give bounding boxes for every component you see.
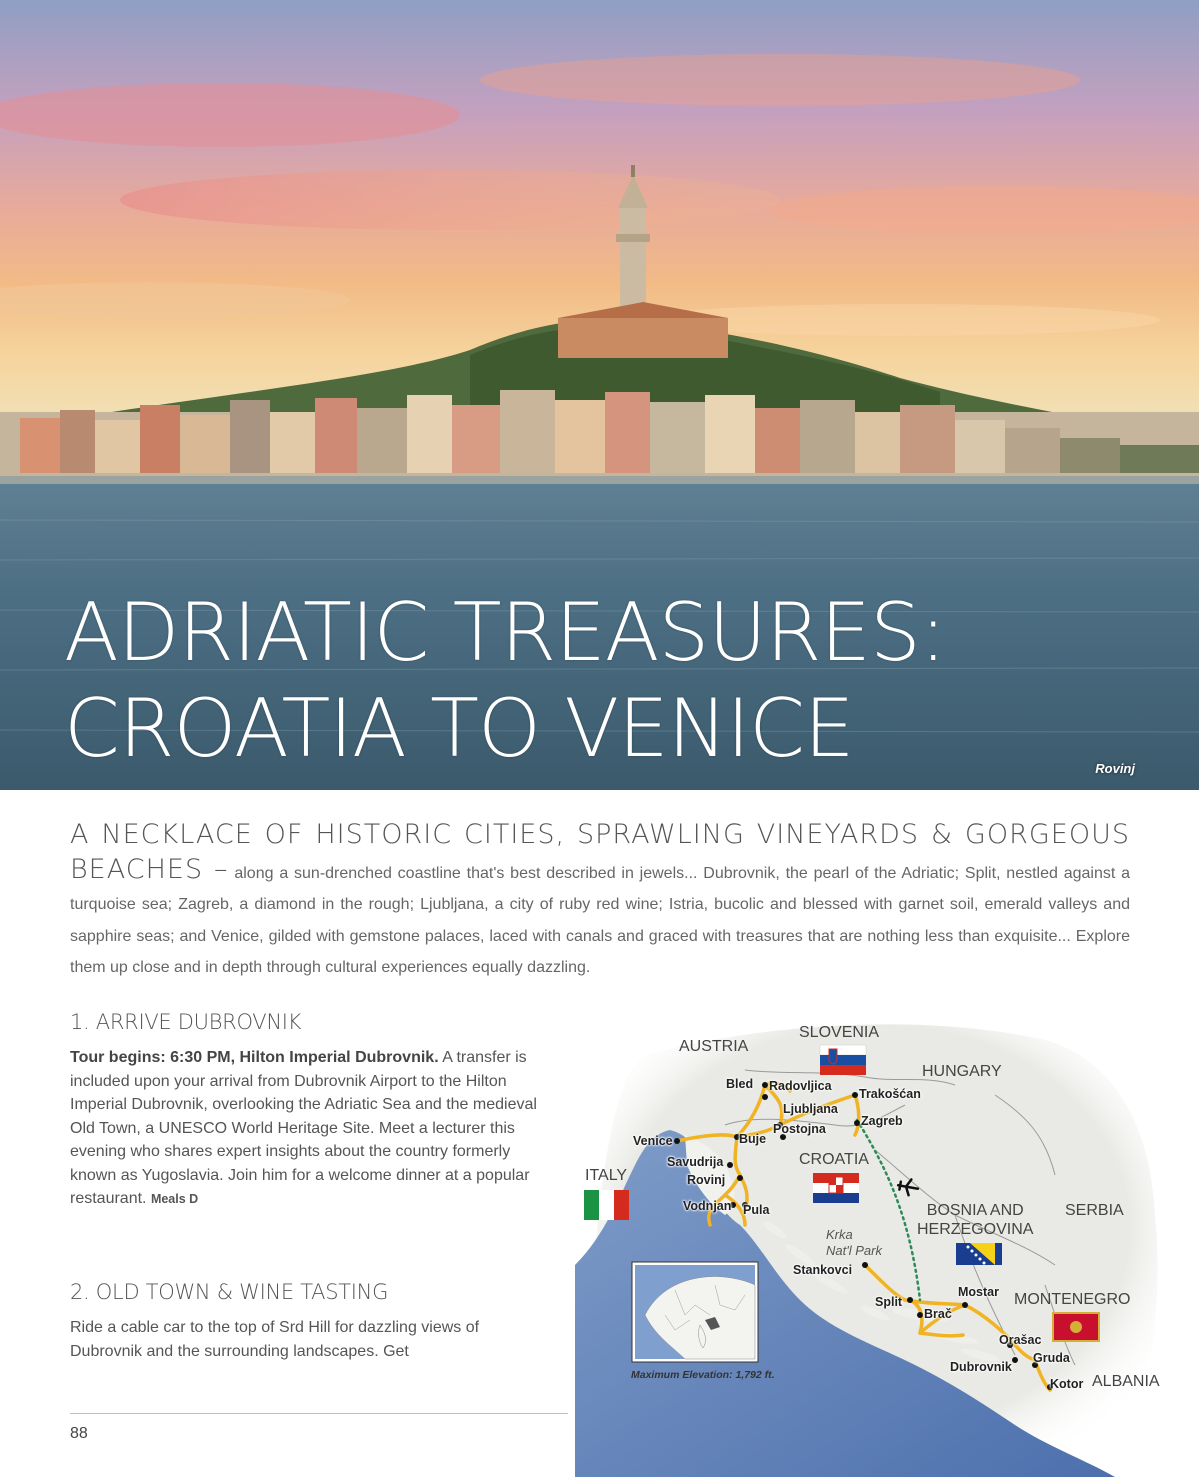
- intro-body: along a sun-drenched coastline that's best described in jewels... Dubrovnik, the pearl of the Adriatic; Split, nestled against a turquoise sea; Zagreb, a diamond in the rough; Ljubljana, a city of ruby red wine; Istria, bucolic and blessed with garnet soil, emerald valleys and sapphire seas; and Venice, gilded with gemstone palaces, laced with canals and graced with treasures that are nothing less than exquisite... Explore them up close and in depth through cultural experiences equally dazzling.: [70, 864, 1131, 976]
- slovenia-flag-icon: [820, 1045, 866, 1075]
- map-label-bosnia-line1: BOSNIA AND: [926, 1202, 1024, 1219]
- meals-label: Meals D: [150, 1192, 199, 1206]
- tour-title: [64, 585, 946, 777]
- city-label-postojna: Postojna: [773, 1122, 826, 1136]
- bosnia-flag-icon: [956, 1243, 1002, 1265]
- map-label-bosnia-line2: HERZEGOVINA: [917, 1221, 1034, 1238]
- city-label-radovljica: Radovljica: [769, 1079, 832, 1093]
- city-label-vodnjan: Vodnjan: [683, 1199, 732, 1213]
- map-label-slovenia: SLOVENIA: [799, 1024, 880, 1041]
- park-label-line1: Krka: [826, 1227, 853, 1242]
- croatia-flag-icon: [813, 1173, 859, 1203]
- city-label-bled: Bled: [726, 1077, 754, 1091]
- route-map: [575, 1015, 1175, 1477]
- intro-lead: A NECKLACE OF HISTORIC CITIES, SPRAWLING VINEYARDS & GORGEOUS BEACHES –: [70, 819, 1130, 885]
- map-label-croatia: CROATIA: [799, 1151, 869, 1168]
- city-label-trakoscan: Trakošćan: [859, 1087, 921, 1101]
- day-body: A transfer is included upon your arrival from Dubrovnik Airport to the Hilton Imperial Dubrovnik, overlooking the Adriatic Sea and the medieval Old Town, a UNESCO World Heritage Site. Meet a lecturer this evening who shares expert insights about the country formerly known as Yugoslavia. Join him for a welcome dinner at a popular restaurant.: [70, 1049, 537, 1207]
- day-title: 1. ARRIVE DUBROVNIK: [70, 1010, 302, 1034]
- city-label-dubrovnik: Dubrovnik: [950, 1360, 1012, 1374]
- footer-divider: [70, 1413, 568, 1414]
- map-label-hungary: HUNGARY: [922, 1063, 1002, 1080]
- elevation-note: Maximum Elevation: 1,792 ft.: [631, 1369, 775, 1381]
- city-label-gruda: Gruda: [1033, 1351, 1070, 1365]
- map-label-serbia: SERBIA: [1065, 1202, 1124, 1219]
- city-label-ljubljana: Ljubljana: [783, 1102, 838, 1116]
- city-label-kotor: Kotor: [1050, 1377, 1084, 1391]
- city-label-savudrija: Savudrija: [667, 1155, 724, 1169]
- day-lead: Tour begins: 6:30 PM, Hilton Imperial Dubrovnik.: [70, 1049, 439, 1066]
- montenegro-flag-icon: [1053, 1313, 1099, 1341]
- map-label-montenegro: MONTENEGRO: [1014, 1291, 1131, 1308]
- city-label-rovinj: Rovinj: [687, 1173, 726, 1187]
- city-label-venice: Venice: [633, 1134, 673, 1148]
- day-description: [70, 1046, 540, 1212]
- map-label-albania: ALBANIA: [1092, 1373, 1160, 1390]
- city-label-brac: Brač: [924, 1307, 952, 1321]
- map-label-italy: ITALY: [585, 1167, 628, 1184]
- city-label-orasac: Orašac: [999, 1333, 1042, 1347]
- intro-paragraph: [70, 820, 1130, 984]
- italy-flag-icon: [584, 1190, 629, 1220]
- itinerary-day-2: [70, 1280, 540, 1363]
- page-number: 88: [70, 1425, 88, 1442]
- photo-caption: Rovinj: [1095, 761, 1135, 776]
- city-label-zagreb: Zagreb: [861, 1114, 903, 1128]
- city-label-split: Split: [875, 1295, 903, 1309]
- city-label-buje: Buje: [739, 1132, 767, 1146]
- city-label-mostar: Mostar: [958, 1285, 999, 1299]
- europe-inset-map: [632, 1262, 758, 1362]
- day-description: Ride a cable car to the top of Srd Hill for dazzling views of Dubrovnik and the surrounding landscapes. Get: [70, 1319, 480, 1360]
- park-label-krka: [826, 1227, 882, 1259]
- map-label-austria: AUSTRIA: [679, 1038, 749, 1055]
- park-label-line2: Nat'l Park: [826, 1243, 882, 1258]
- tour-title-line1: ADRIATIC TREASURES:: [64, 586, 946, 679]
- tour-title-line2: CROATIA TO VENICE: [64, 682, 854, 775]
- city-label-stankovci: Stankovci: [793, 1263, 853, 1277]
- day-title: 2. OLD TOWN & WINE TASTING: [70, 1280, 389, 1304]
- itinerary-day-1: [70, 1010, 540, 1212]
- map-label-bosnia: [917, 1201, 1033, 1239]
- city-label-pula: Pula: [743, 1203, 770, 1217]
